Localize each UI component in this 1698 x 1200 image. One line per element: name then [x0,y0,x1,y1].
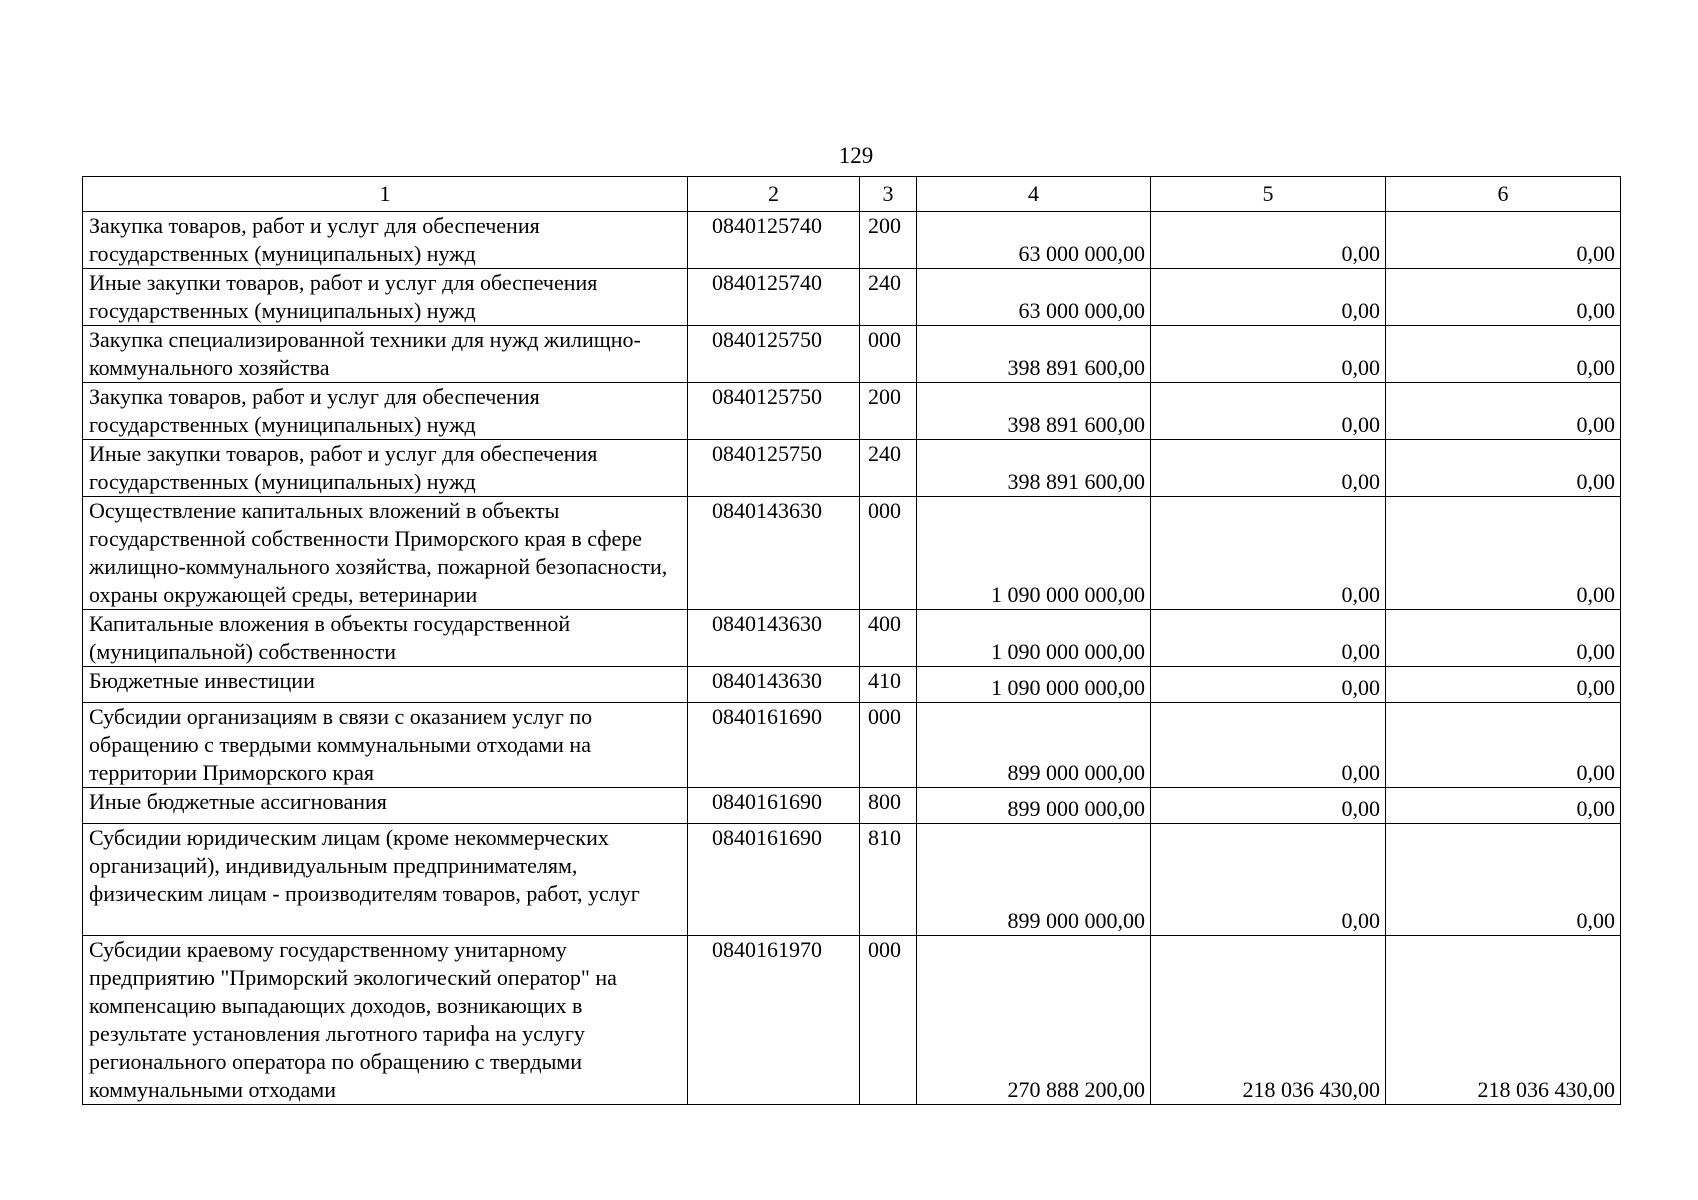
table-row [83,212,1621,269]
row-amount-6-cell: 0,00 [1386,440,1621,497]
row-amount-4-cell: 899 000 000,00 [917,703,1151,788]
row-amount-5-cell: 0,00 [1151,383,1386,440]
row-csr-code-cell: 0840125740 [688,269,860,326]
row-expense-type-cell: 000 [860,936,917,1105]
row-csr-code-cell: 0840125740 [688,212,860,269]
row-expense-type-cell: 000 [860,703,917,788]
row-name-cell: Закупка специализированной техники для нужд жилищно-коммунального хозяйства [83,326,688,383]
table-row [83,497,1621,610]
column-header-5: 5 [1151,177,1386,212]
row-amount-5-cell: 0,00 [1151,667,1386,703]
row-amount-6-cell: 0,00 [1386,667,1621,703]
row-amount-5-cell: 0,00 [1151,703,1386,788]
row-name-cell: Осуществление капитальных вложений в объекты государственной собственности Приморского края в сфере жилищно-коммунального хозяйства, пожарной безопасности, охраны окружающей среды, ветеринарии [83,497,688,610]
row-amount-6-cell: 0,00 [1386,269,1621,326]
row-amount-6-cell: 0,00 [1386,497,1621,610]
row-name-cell: Субсидии организациям в связи с оказанием услуг по обращению с твердыми коммунальными отходами на территории Приморского края [83,703,688,788]
row-amount-4-cell: 899 000 000,00 [917,824,1151,936]
column-header-6: 6 [1386,177,1621,212]
row-amount-4-cell: 1 090 000 000,00 [917,667,1151,703]
table-row [83,936,1621,1105]
row-csr-code-cell: 0840161690 [688,824,860,936]
row-csr-code-cell: 0840125750 [688,383,860,440]
row-name-cell: Закупка товаров, работ и услуг для обеспечения государственных (муниципальных) нужд [83,212,688,269]
table-row [83,667,1621,703]
row-amount-5-cell: 0,00 [1151,788,1386,824]
row-amount-5-cell: 0,00 [1151,269,1386,326]
row-amount-5-cell: 0,00 [1151,610,1386,667]
row-amount-4-cell: 899 000 000,00 [917,788,1151,824]
table-body [83,177,1621,1105]
table-row [83,326,1621,383]
row-amount-5-cell: 0,00 [1151,212,1386,269]
row-amount-4-cell: 63 000 000,00 [917,212,1151,269]
budget-table [82,176,1621,1105]
row-csr-code-cell: 0840125750 [688,326,860,383]
row-name-cell: Бюджетные инвестиции [83,667,688,703]
row-name-cell: Капитальные вложения в объекты государственной (муниципальной) собственности [83,610,688,667]
row-csr-code-cell: 0840161970 [688,936,860,1105]
row-amount-4-cell: 63 000 000,00 [917,269,1151,326]
row-amount-5-cell: 0,00 [1151,440,1386,497]
row-csr-code-cell: 0840143630 [688,497,860,610]
row-amount-6-cell: 0,00 [1386,824,1621,936]
row-csr-code-cell: 0840161690 [688,703,860,788]
row-amount-5-cell: 0,00 [1151,497,1386,610]
row-csr-code-cell: 0840125750 [688,440,860,497]
row-expense-type-cell: 000 [860,326,917,383]
table-row [83,610,1621,667]
header-row [83,177,1621,212]
row-amount-6-cell: 0,00 [1386,212,1621,269]
table-row [83,824,1621,936]
row-expense-type-cell: 240 [860,269,917,326]
row-expense-type-cell: 410 [860,667,917,703]
row-amount-6-cell: 0,00 [1386,383,1621,440]
row-amount-5-cell: 0,00 [1151,824,1386,936]
row-expense-type-cell: 000 [860,497,917,610]
row-expense-type-cell: 400 [860,610,917,667]
row-amount-6-cell: 0,00 [1386,326,1621,383]
column-header-2: 2 [688,177,860,212]
column-header-3: 3 [860,177,917,212]
row-name-cell: Иные бюджетные ассигнования [83,788,688,824]
row-amount-6-cell: 0,00 [1386,788,1621,824]
row-amount-6-cell: 0,00 [1386,610,1621,667]
table-row [83,440,1621,497]
row-amount-6-cell: 0,00 [1386,703,1621,788]
row-csr-code-cell: 0840143630 [688,610,860,667]
column-header-4: 4 [917,177,1151,212]
row-name-cell: Закупка товаров, работ и услуг для обеспечения государственных (муниципальных) нужд [83,383,688,440]
row-amount-4-cell: 398 891 600,00 [917,440,1151,497]
row-amount-5-cell: 218 036 430,00 [1151,936,1386,1105]
table-row [83,703,1621,788]
row-amount-4-cell: 398 891 600,00 [917,326,1151,383]
row-amount-4-cell: 1 090 000 000,00 [917,610,1151,667]
page-number: 129 [838,143,874,168]
table-row [83,788,1621,824]
column-header-1: 1 [83,177,688,212]
row-expense-type-cell: 200 [860,212,917,269]
row-expense-type-cell: 810 [860,824,917,936]
row-csr-code-cell: 0840161690 [688,788,860,824]
row-expense-type-cell: 200 [860,383,917,440]
row-amount-4-cell: 398 891 600,00 [917,383,1151,440]
row-name-cell: Субсидии юридическим лицам (кроме некоммерческих организаций), индивидуальным предпринимателям, физическим лицам - производителям товаров, работ, услуг [83,824,688,936]
row-expense-type-cell: 240 [860,440,917,497]
row-amount-4-cell: 270 888 200,00 [917,936,1151,1105]
row-csr-code-cell: 0840143630 [688,667,860,703]
row-amount-4-cell: 1 090 000 000,00 [917,497,1151,610]
row-expense-type-cell: 800 [860,788,917,824]
row-name-cell: Иные закупки товаров, работ и услуг для обеспечения государственных (муниципальных) нужд [83,440,688,497]
row-amount-5-cell: 0,00 [1151,326,1386,383]
table-row [83,383,1621,440]
table-row [83,269,1621,326]
row-amount-6-cell: 218 036 430,00 [1386,936,1621,1105]
row-name-cell: Субсидии краевому государственному унитарному предприятию "Приморский экологический оператор" на компенсацию выпадающих доходов, возникающих в результате установления льготного тарифа на услугу регионального оператора по обращению с твердыми коммунальными отходами [83,936,688,1105]
row-name-cell: Иные закупки товаров, работ и услуг для обеспечения государственных (муниципальных) нужд [83,269,688,326]
